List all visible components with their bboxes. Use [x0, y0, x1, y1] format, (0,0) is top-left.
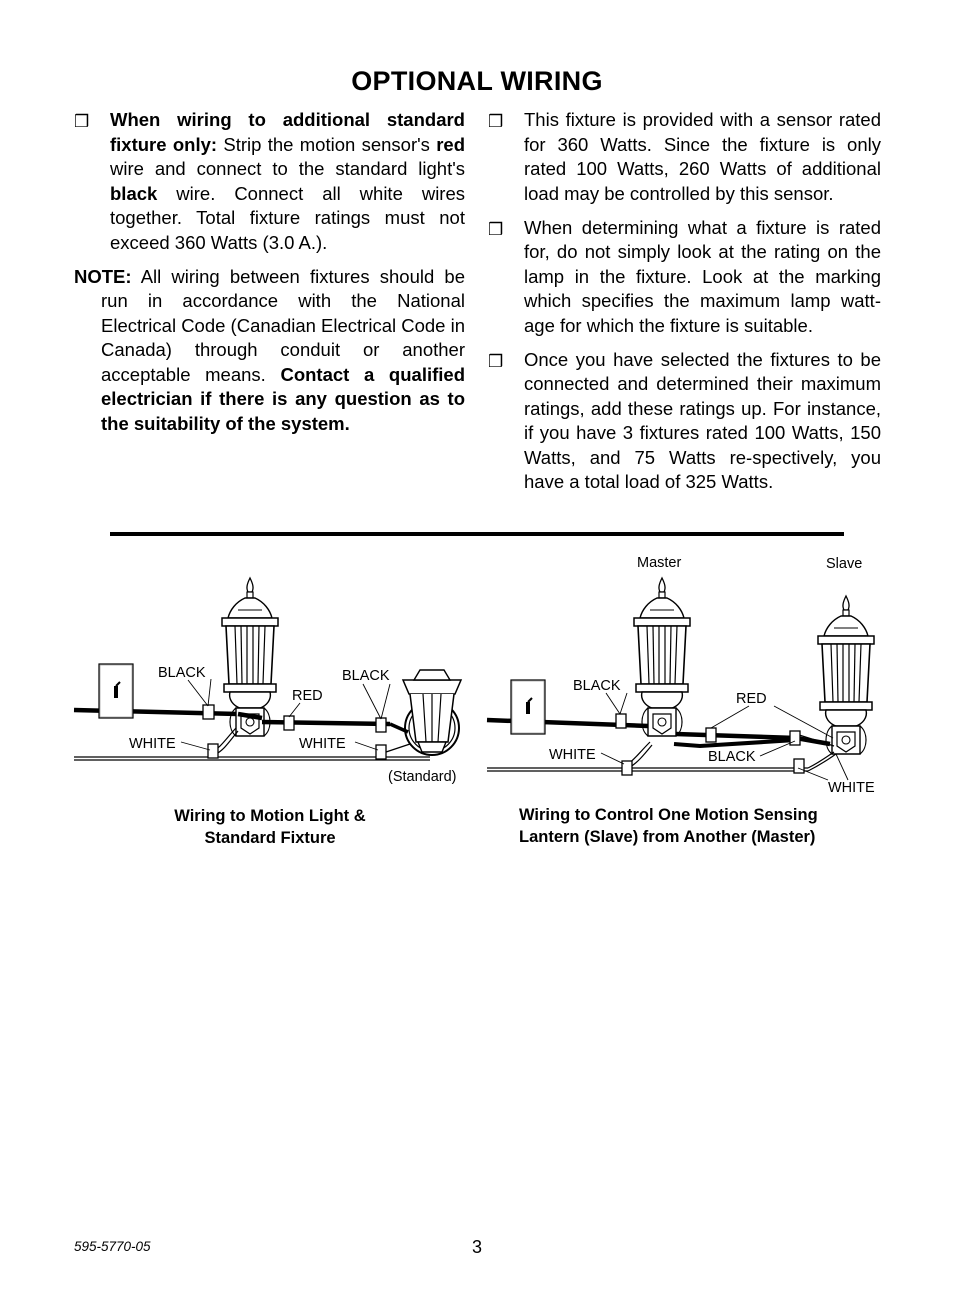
item-bold-intro: When wiring to additional standard fixture only:: [110, 109, 465, 155]
note-bold-text: Contact a qualified electrician if there is any question as to the suitability of the system.: [101, 363, 465, 434]
caption-line: Lantern (Slave) from Another (Master): [519, 828, 816, 846]
item-text: Strip the motion sensor's: [217, 133, 437, 155]
label-master: Master: [637, 555, 682, 571]
item-text: This fixture is provided with a sensor rated for 360 Watts. Since the fixture is only rated 100 Watts, 260 Watts of additional load may be controlled by this sensor.: [524, 109, 881, 204]
label-white: WHITE: [299, 736, 346, 752]
right-wiring-diagram: [487, 555, 875, 796]
caption-line: Wiring to Control One Motion Sensing: [519, 806, 818, 824]
item-text: When determining what a fixture is rated for, do not simply look at the rating on the lamp in the fixture. Look at the marking which specifies the maximum lamp watt-age for which the fixture is suitable.: [524, 216, 881, 336]
slave-lantern-icon: [818, 596, 874, 754]
note-text: All wiring between fixtures should be run in accordance with the National Electrical Code (Canadian Electrical Code in Canada) through conduit or another acceptable means.: [101, 265, 466, 385]
label-white: WHITE: [129, 736, 176, 752]
checkbox-bullet-icon: ❒: [74, 112, 90, 131]
item-text: wire. Connect all white wires together. Total fixture ratings must not exceed 360 Watts (3.0 A.).: [110, 182, 465, 253]
label-standard: (Standard): [388, 769, 457, 785]
item-bold-red: red: [436, 133, 465, 155]
label-red: RED: [292, 688, 323, 704]
item-text: Once you have selected the fixtures to be connected and determined their maximum ratings, add these ratings up. For instance, if you have 3 fixtures rated 100 Watts, 150 Watts, and 75 Watts re-spectively, you have a total load of 325 Watts.: [524, 348, 881, 492]
left-diagram-caption: [130, 805, 410, 849]
wall-switch-icon: [99, 664, 133, 718]
left-wiring-diagram: [74, 578, 461, 785]
label-red: RED: [736, 691, 767, 707]
label-white: WHITE: [549, 747, 596, 763]
right-diagram-caption: [519, 804, 879, 848]
item-bold-black: black: [110, 182, 158, 204]
label-slave: Slave: [826, 556, 863, 572]
checkbox-bullet-icon: ❒: [488, 219, 504, 239]
master-lantern-icon: [634, 578, 690, 736]
item-text: wire and connect to the standard light's: [110, 158, 465, 179]
wall-switch-icon: [511, 680, 545, 734]
label-black: BLACK: [573, 678, 621, 694]
page-number: 3: [471, 1237, 482, 1257]
checkbox-bullet-icon: ❒: [488, 112, 504, 131]
caption-line: Wiring to Motion Light &: [174, 807, 366, 825]
label-black: BLACK: [708, 749, 756, 765]
note-label: NOTE:: [74, 265, 132, 287]
label-white: WHITE: [828, 780, 875, 796]
standard-fixture-icon: [403, 670, 461, 755]
label-black: BLACK: [342, 668, 390, 684]
label-black: BLACK: [158, 665, 206, 681]
page-title: OPTIONAL WIRING: [351, 66, 603, 96]
document-number: 595-5770-05: [74, 1239, 151, 1254]
caption-line: Standard Fixture: [204, 829, 336, 847]
checkbox-bullet-icon: ❒: [488, 351, 504, 371]
